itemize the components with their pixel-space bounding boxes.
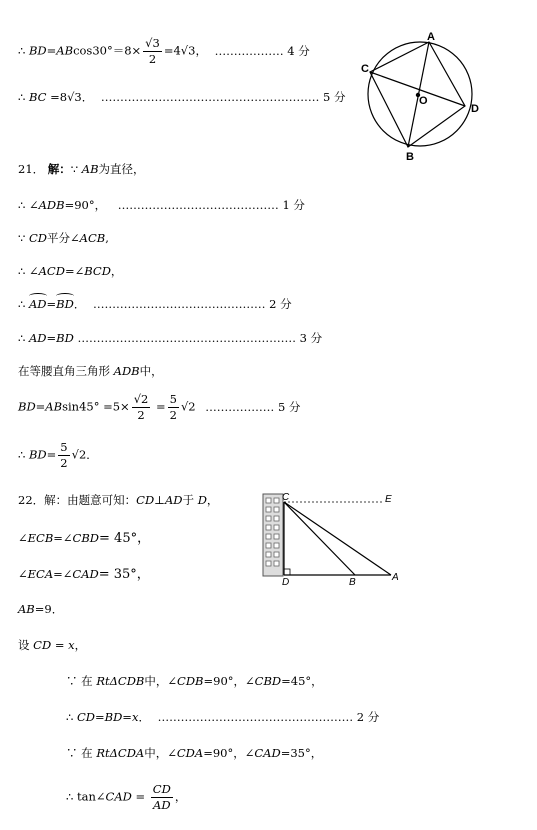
therefore-symbol: ∴ bbox=[18, 331, 26, 345]
text: = 35°， bbox=[98, 567, 150, 582]
fraction bbox=[168, 392, 179, 423]
text: ∠ACD bbox=[28, 264, 65, 278]
therefore-symbol: ∴ bbox=[18, 90, 26, 104]
q21-heading bbox=[18, 161, 145, 177]
text: =45°， bbox=[281, 674, 323, 688]
text: D bbox=[197, 493, 207, 507]
segment-ca bbox=[284, 502, 391, 575]
solution-line-eca bbox=[18, 566, 150, 583]
text: = bbox=[46, 297, 57, 311]
text: 在 bbox=[81, 746, 97, 760]
text: ． bbox=[73, 297, 86, 311]
solution-line-ecb bbox=[18, 530, 150, 547]
therefore-symbol: ∴ bbox=[18, 198, 26, 212]
text: BD= bbox=[28, 447, 57, 462]
text: ， bbox=[206, 493, 219, 507]
text: 中， bbox=[139, 364, 163, 378]
radical: √2 bbox=[71, 447, 87, 462]
solution-line-cd-bisect bbox=[18, 230, 109, 246]
therefore-symbol: ∴ bbox=[66, 710, 74, 724]
fraction bbox=[143, 36, 162, 67]
text: AB bbox=[81, 162, 99, 176]
text: BD=AB bbox=[18, 399, 63, 414]
point-label-d: D bbox=[282, 577, 290, 588]
text: 在等腰直角三角形 bbox=[18, 364, 114, 378]
solution-line-ab bbox=[18, 601, 63, 617]
solution-line-cd-bd-x bbox=[66, 709, 379, 725]
text: ， bbox=[74, 638, 87, 652]
text: CDA bbox=[176, 746, 204, 760]
denominator: 2 bbox=[169, 408, 177, 422]
text: ∠ADB bbox=[28, 198, 65, 212]
text: ADB bbox=[113, 364, 140, 378]
text: = bbox=[152, 399, 166, 414]
point-label-b: B bbox=[349, 577, 356, 588]
solution-line-tan bbox=[66, 782, 186, 813]
text: 于 bbox=[182, 493, 198, 507]
solution-line-rt-cdb bbox=[66, 673, 323, 689]
numerator: √3 bbox=[145, 36, 160, 50]
solution-line-ad-bd bbox=[18, 330, 322, 346]
text: CD bbox=[136, 493, 155, 507]
text: CAD bbox=[105, 789, 132, 804]
text: ∠ECB=∠CBD bbox=[18, 531, 100, 545]
solution-line-adb bbox=[18, 197, 305, 213]
text: cos30°＝8× bbox=[73, 43, 142, 58]
text: ． bbox=[86, 447, 98, 462]
question-number: 22． bbox=[18, 493, 45, 507]
score-leader: ……………………………………… 2 分 bbox=[92, 297, 292, 311]
radical: √3 bbox=[180, 43, 196, 58]
solution-line-bd-result bbox=[18, 440, 98, 471]
text: =4 bbox=[163, 43, 181, 58]
point-label-b: B bbox=[406, 151, 414, 163]
radical: √3 bbox=[67, 90, 82, 104]
text: = 45°， bbox=[99, 531, 151, 546]
text: RtΔCDB bbox=[96, 674, 145, 688]
text: =8 bbox=[46, 90, 68, 104]
text: ， bbox=[174, 789, 187, 804]
because-symbol: ∵ bbox=[18, 231, 26, 245]
building-figure bbox=[258, 488, 408, 588]
score-leader: ………………………………………………… 5 分 bbox=[100, 90, 346, 104]
text: ． bbox=[81, 90, 94, 104]
solution-line-bd-cos bbox=[18, 36, 310, 67]
radical: √2 bbox=[180, 399, 196, 414]
text: AB bbox=[18, 602, 35, 616]
therefore-symbol: ∴ bbox=[66, 789, 74, 804]
circle-figure bbox=[355, 28, 495, 168]
text: CD=BD=x bbox=[76, 710, 139, 724]
text: =9． bbox=[34, 602, 64, 616]
circle bbox=[368, 42, 472, 146]
text: CDB bbox=[177, 674, 204, 688]
arc-ad: AD bbox=[28, 297, 47, 311]
text: CD = x bbox=[33, 638, 75, 652]
score-leader: ……………… 4 分 bbox=[214, 43, 310, 58]
text: 设 bbox=[18, 638, 34, 652]
text: ∠ECA=∠CAD bbox=[18, 567, 99, 581]
point-label-a: A bbox=[392, 572, 399, 583]
text: AD bbox=[165, 493, 183, 507]
denominator: AD bbox=[153, 798, 171, 812]
because-symbol: ∵ bbox=[70, 162, 79, 176]
numerator: 5 bbox=[60, 440, 68, 454]
point-label-d: D bbox=[471, 103, 479, 115]
solution-line-rt-cda bbox=[66, 745, 322, 761]
point-label-c: C bbox=[361, 63, 369, 75]
fraction bbox=[132, 392, 151, 423]
text: 中，∠ bbox=[144, 674, 178, 688]
fraction bbox=[151, 782, 173, 813]
text: =90°， bbox=[64, 198, 107, 212]
text: sin45° =5× bbox=[62, 399, 130, 414]
text: ， bbox=[110, 264, 123, 278]
segment-cb bbox=[284, 502, 355, 575]
text: 中，∠ bbox=[144, 746, 177, 760]
therefore-symbol: ∴ bbox=[18, 297, 26, 311]
denominator: 2 bbox=[148, 52, 157, 66]
point-label-o: O bbox=[419, 95, 428, 107]
text: ， bbox=[195, 43, 207, 58]
score-leader: …………………………………… 1 分 bbox=[117, 198, 305, 212]
numerator: 5 bbox=[169, 392, 177, 406]
text: ⊥ bbox=[154, 493, 165, 507]
score-leader: ………………………………………………… 3 分 bbox=[77, 331, 323, 345]
because-symbol: ∵ bbox=[66, 674, 78, 688]
fraction bbox=[58, 440, 69, 471]
right-angle-mark bbox=[284, 569, 290, 575]
solution-line-isosceles bbox=[18, 363, 163, 379]
text: CD bbox=[28, 231, 48, 245]
text: CBD bbox=[254, 674, 282, 688]
q22-heading bbox=[18, 492, 218, 508]
question-number: 21． bbox=[18, 162, 45, 176]
text: RtΔCDA bbox=[96, 746, 145, 760]
solution-line-acd bbox=[18, 263, 122, 279]
numerator: CD bbox=[152, 782, 171, 796]
because-symbol: ∵ bbox=[66, 746, 78, 760]
denominator: 2 bbox=[60, 456, 68, 470]
text: 解： bbox=[47, 162, 71, 176]
score-leader: ……………… 5 分 bbox=[205, 399, 301, 414]
text: 平分∠ bbox=[47, 231, 80, 245]
score-leader: …………………………………………… 2 分 bbox=[157, 710, 380, 724]
text: BCD bbox=[84, 264, 111, 278]
therefore-symbol: ∴ bbox=[18, 264, 26, 278]
text: , bbox=[105, 231, 109, 245]
point-label-e: E bbox=[385, 494, 392, 505]
point-label-c: C bbox=[282, 492, 290, 503]
text: 为直径， bbox=[98, 162, 145, 176]
solution-line-bc bbox=[18, 89, 346, 105]
text: tan∠ bbox=[76, 789, 106, 804]
text: CAD bbox=[254, 746, 281, 760]
text: =∠ bbox=[64, 264, 85, 278]
text: =90°，∠ bbox=[203, 746, 255, 760]
text: ． bbox=[138, 710, 150, 724]
text: BC bbox=[28, 90, 47, 104]
numerator: √2 bbox=[133, 392, 149, 406]
text: AD=BD bbox=[28, 331, 74, 345]
denominator: 2 bbox=[137, 408, 145, 422]
text: ACB bbox=[79, 231, 106, 245]
therefore-symbol: ∴ bbox=[18, 447, 26, 462]
text: = bbox=[131, 789, 149, 804]
text: 在 bbox=[81, 674, 97, 688]
text: BD=AB bbox=[28, 43, 74, 58]
point-label-a: A bbox=[427, 31, 435, 43]
therefore-symbol: ∴ bbox=[18, 43, 26, 58]
text: =90°，∠ bbox=[203, 674, 255, 688]
solution-line-let-cd bbox=[18, 637, 86, 653]
solution-line-arcs bbox=[18, 296, 292, 312]
text: =35°， bbox=[280, 746, 323, 760]
arc-bd: BD bbox=[56, 297, 74, 311]
text: 解：由题意可知： bbox=[44, 493, 137, 507]
solution-line-bd-sin bbox=[18, 392, 300, 423]
